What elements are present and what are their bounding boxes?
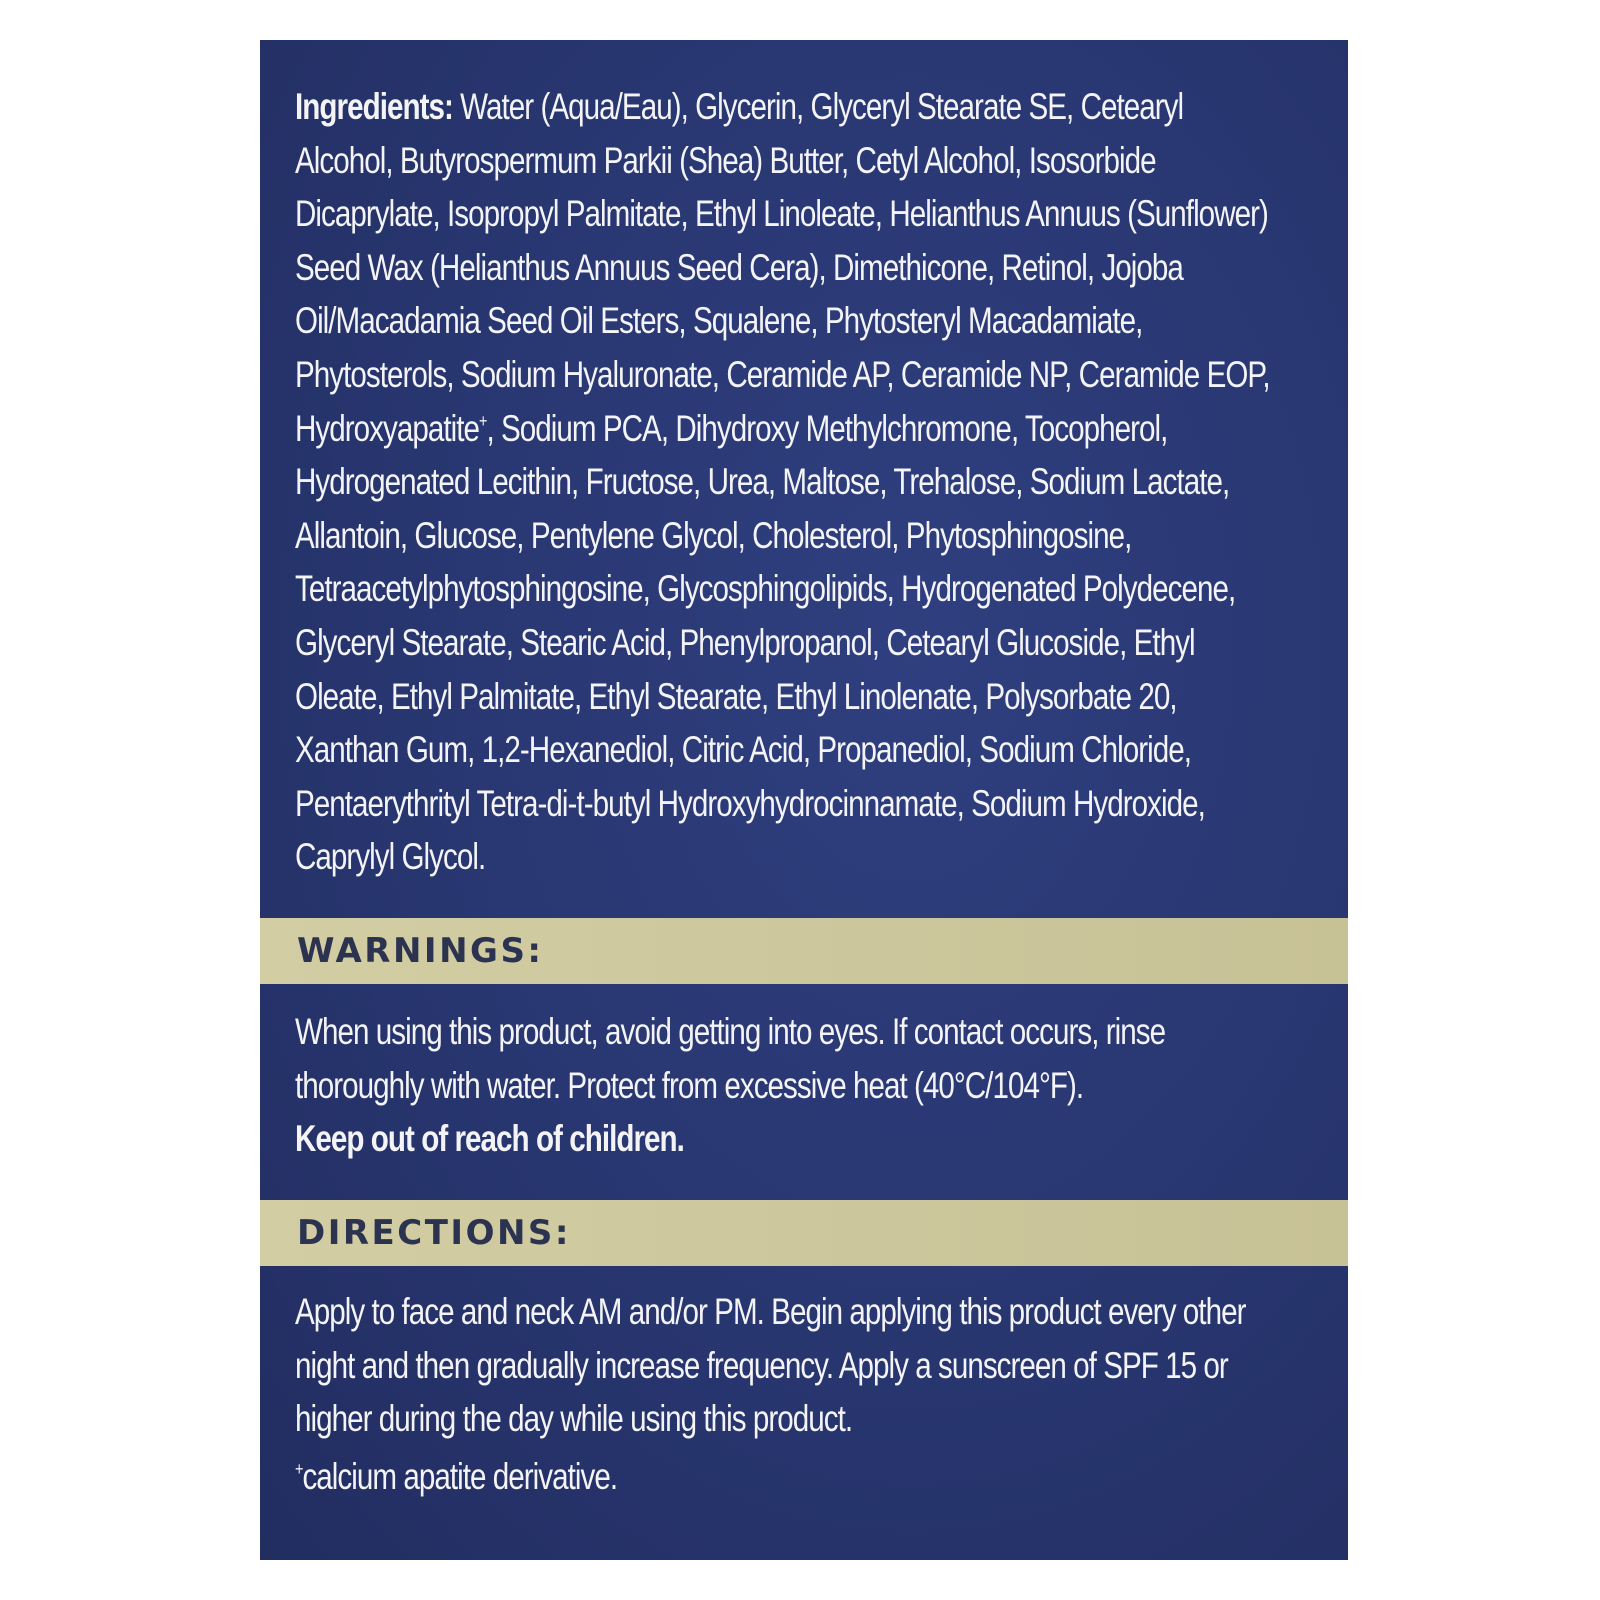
footnote <box>295 1450 1279 1504</box>
ingredients-list-continued: , Sodium PCA, Dihydroxy Methylchromone, Tocopherol, Hydrogenated Lecithin, Fructose, Urea, Maltose, Trehalose, Sodium Lactate, Allantoin, Glucose, Pentylene Glycol, Cholesterol, Phytosphingosine, Tetraacetylphytosphingosine, Glycosphingolipids, Hydrogenated Polydecene, Glyceryl Stearate, Stearic Acid, Phenylpropanol, Cetearyl Glucoside, Ethyl Oleate, Ethyl Palmitate, Ethyl Stearate, Ethyl Linolenate, Polysorbate 20, Xanthan Gum, 1,2-Hexanediol, Citric Acid, Propanediol, Sodium Chloride, Pentaerythrityl Tetra-di-t-butyl Hydroxyhydrocinnamate, Sodium Hydroxide, Caprylyl Glycol. <box>295 407 1236 878</box>
directions-body: Apply to face and neck AM and/or PM. Begin applying this product every other night and then gradually increase frequency. Apply a sunscreen of SPF 15 or higher during the day while using this product. <box>295 1291 1246 1440</box>
directions-paragraph <box>295 1285 1279 1446</box>
ingredients-label: Ingredients: <box>295 86 453 127</box>
product-label-panel <box>260 40 1348 1560</box>
warnings-emphasis: Keep out of reach of children. <box>295 1118 684 1160</box>
warnings-body: When using this product, avoid getting into eyes. If contact occurs, rinse thoroughly with water. Protect from excessive heat (40°C/104°F). <box>295 1011 1166 1106</box>
warnings-title: WARNINGS: <box>297 931 544 971</box>
warnings-paragraph <box>295 1005 1279 1166</box>
directions-header-band <box>260 1200 1348 1266</box>
ingredients-dagger: + <box>479 410 487 431</box>
footnote-text: calcium apatite derivative. <box>302 1456 618 1497</box>
directions-title: DIRECTIONS: <box>297 1213 572 1253</box>
ingredients-list: Water (Aqua/Eau), Glycerin, Glyceryl Stearate SE, Cetearyl Alcohol, Butyrospermum Parkii (Shea) Butter, Cetyl Alcohol, Isosorbide Dicaprylate, Isopropyl Palmitate, Ethyl Linoleate, Helianthus Annuus (Sunflower) Seed Wax (Helianthus Annuus Seed Cera), Dimethicone, Retinol, Jojoba Oil/Macadamia Seed Oil Esters, Squalene, Phytosteryl Macadamiate, Phytosterols, Sodium Hyaluronate, Ceramide AP, Ceramide NP, Ceramide EOP, Hydroxyapatite <box>295 86 1270 449</box>
footnote-dagger: + <box>295 1459 303 1479</box>
warnings-header-band <box>260 918 1348 984</box>
ingredients-paragraph <box>295 80 1279 884</box>
